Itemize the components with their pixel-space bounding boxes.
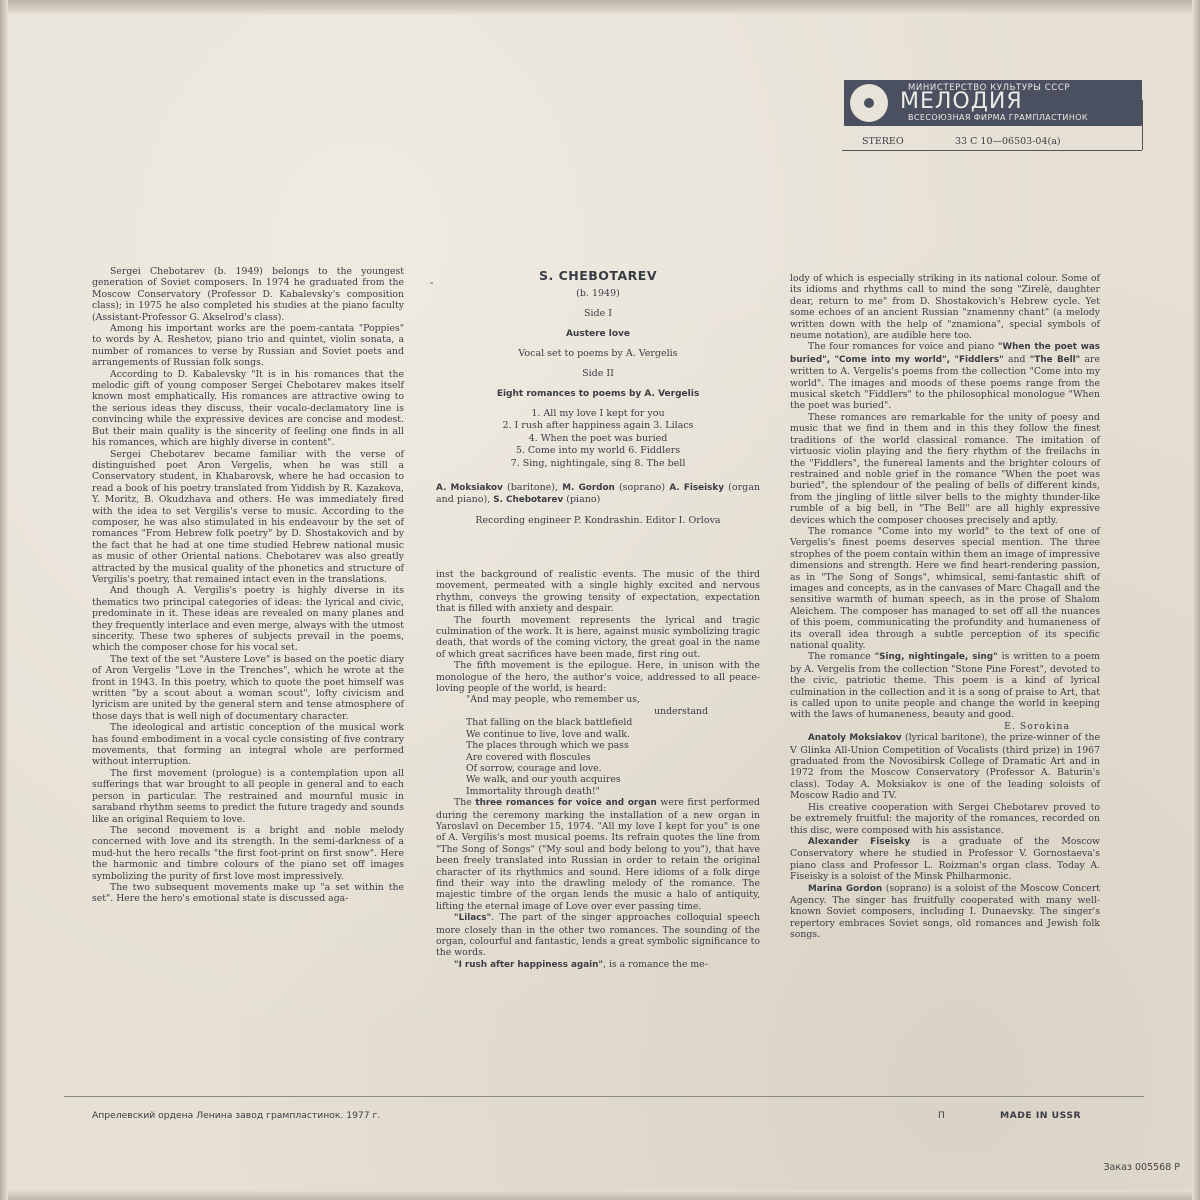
poem-line: Of sorrow, courage and love. — [466, 762, 602, 774]
order-number: Заказ 005568 Р — [1103, 1162, 1180, 1173]
side-two-label: Side II — [582, 368, 614, 379]
paragraph — [790, 883, 1100, 941]
column-right — [790, 273, 1100, 941]
record-disc-icon — [850, 84, 888, 122]
performer-role: (baritone), — [502, 482, 563, 494]
work-two-title: Eight romances to poems by A. Vergelis — [496, 389, 700, 399]
paragraph — [436, 797, 760, 912]
sleeve-edge-bottom — [0, 1190, 1200, 1200]
made-in-label: MADE IN USSR — [1000, 1110, 1082, 1121]
album-contents — [436, 270, 760, 535]
bold-run: "Lilacs" — [454, 913, 492, 924]
bold-run: "The Bell" — [1029, 354, 1081, 365]
work-one-title: Austere love — [565, 329, 631, 339]
recording-credits: Recording engineer P. Kondrashin. Editor I. Orlova — [475, 514, 721, 526]
text-run: , is a romance the me- — [603, 958, 708, 970]
paragraph — [436, 912, 760, 959]
performer-name: S. Chebotarev — [493, 495, 564, 506]
work-one-subtitle: Vocal set to poems by A. Vergelis — [518, 348, 678, 359]
performer-role: (organ and piano), — [436, 482, 760, 506]
bold-run: Anatoly Moksiakov — [808, 733, 902, 744]
text-run: (soprano) is a soloist of the Moscow Concert Agency. The singer has fruitfully cooperated with many well-known Soviet composers, including I. Dunaevsky. The singer's repertory embraces Soviet songs, old romances and Jewish folk songs. — [790, 882, 1100, 941]
paragraph — [790, 836, 1100, 883]
track-line: 1. All my love I kept for you — [531, 408, 665, 419]
text-run: . The part of the singer approaches colloquial speech more closely than in the other two romances. The sounding of the organ, colourful and fantastic, lends a great symbolic significance to the words. — [436, 912, 760, 959]
performer-role: (soprano) — [614, 482, 666, 494]
paragraph: These romances are remarkable for the unity of poesy and music that we find in them and in this they follow the finest traditions of the world classical romance. The imitation of virtuosic violin playing and the fiery rhythm of the freilachs in the "Fiddlers", the funereal laments and the brighter colours of restrained and noble grief in the romance "When the poet was buried", the splendour of the pealing of bells of different kinds, from the jingling of little silver bells to the mighty thunder-like rumble of a big bell, in "The Bell" are all highly expressive devices which the composer chooses precisely and aptly. — [790, 411, 1100, 526]
track-line: 5. Come into my world 6. Fiddlers — [515, 445, 681, 457]
stereo-label: STEREO — [862, 136, 904, 147]
paragraph: The two subsequent movements make up "a set within the set". Here the hero's emotional state is discussed aga- — [92, 881, 404, 905]
bold-run: Marina Gordon — [808, 883, 883, 894]
paragraph: According to D. Kabalevsky "It is in his romances that the melodic gift of young composer Sergei Chebotarev makes itself known most emphatically. His romances are attractive owing to the serious ideas they discuss, their vocalo-declamatory line is convincing while the expressive devices are concise and modest. But their main quality is the sincerity of feeling one finds in all his romances, which are highly diverse in content". — [92, 368, 404, 449]
paragraph — [436, 959, 760, 971]
paragraph: The fifth movement is the epilogue. Here, in unison with the monologue of the hero, the author's voice, addressed to all peace-loving people of the world, is heard: — [436, 660, 760, 695]
column-left — [92, 266, 404, 905]
poem-line: "And may people, who remember us, — [466, 694, 640, 706]
sleeve-edge-top — [0, 0, 1200, 14]
text-run: The romance — [808, 651, 875, 663]
text-run: (lyrical baritone), the prize-winner of the V Glinka All-Union Competition of Vocalists (third prize) in 1967 graduated from the Novosibirsk College of Dramatic Art and in 1972 from the Moscow Conservatory (Professor A. Baturin's class). Today A. Moksiakov is one of the leading soloists of Moscow Radio and TV. — [790, 732, 1100, 802]
poem-line: We walk, and our youth acquires — [466, 774, 621, 786]
p-mark: П — [938, 1110, 945, 1121]
text-run: and — [1003, 353, 1030, 365]
paragraph: The fourth movement represents the lyrical and tragic culmination of the work. It is here, against music symbolizing tragic death, that words of the coming victory, the great goal in the name of which great sacrifices have been made, first ring out. — [436, 614, 760, 660]
bold-run: Alexander Fiseisky — [808, 836, 911, 847]
paragraph — [790, 732, 1100, 801]
bold-run: "When the poet was buried", "Come into my world", "Fiddlers" — [790, 342, 1100, 365]
paragraph — [790, 341, 1100, 411]
poem-line: Are covered with floscules — [466, 751, 591, 763]
paragraph: Among his important works are the poem-cantata "Poppies" to words by A. Reshetov, piano trio and quintet, violin sonata, a number of romances to verse by Russian and Soviet poets and arrangements of Russian folk songs. — [92, 323, 404, 369]
paragraph: lody of which is especially striking in its national colour. Some of its idioms and rhythms call to mind the song "Zirelè, daughter dear, return to me" from D. Shostakovich's Hebrew cycle. Yet some echoes of an ancient Russian "znamenny chant" (a melody written down with the help of "znamiona", special symbols of neume notation), are audible here too. — [790, 273, 1100, 342]
paragraph: Sergei Chebotarev became familiar with the verse of distinguished poet Aron Vergelis, when he was still a Conservatory student, in Khabarovsk, where he had occasion to read a book of his poetry translated from Yiddish by R. Kazakova, Y. Moritz, B. Okudzhava and others. He was immediately fired with the idea to set Vergilis's verse to music. According to the composer, he was also stimulated in his endeavour by the set of romances "From Hebrew folk poetry" by D. Shostakovich and by the fact that he had at one time studied Hebrew national music as music of other Oriental nations. Chebotarev was also greatly attracted by the musical quality of the phonetics and structure of Vergilis's poetry, that remained intact even in the translations. — [92, 448, 404, 585]
catalog-number: 33 С 10—06503-04(а) — [955, 136, 1061, 147]
paragraph: The text of the set "Austere Love" is based on the poetic diary of Aron Vergelis "Love in the Trenches", which he wrote at the front in 1943. In this poetry, which to quote the poet himself was written "by a scout about a woman scout", lofty civicism and lyricism are united by the general stern and tense atmosphere of those days that is well nigh of documentary character. — [92, 653, 404, 722]
composer-years: (b. 1949) — [576, 288, 620, 299]
sleeve-edge-left — [0, 0, 8, 1200]
column-middle — [436, 569, 760, 971]
poem-line: The places through which we pass — [466, 740, 629, 752]
catalog-sideline — [1142, 100, 1143, 150]
sleeve-edge-right — [1192, 0, 1200, 1200]
poem-line: Immortality through death!" — [466, 785, 600, 797]
bold-run: "I rush after happiness again" — [454, 959, 604, 970]
logo-ministry-text: МИНИСТЕРСТВО КУЛЬТУРЫ СССР — [908, 83, 1071, 93]
paragraph: The second movement is a bright and noble melody concerned with love and its strength. In the semi-darkness of a mud-hut the hero recalls "the first foot-print on first snow". Here the harmonic and timbre colours of the piano set off images symbolizing the purity of first love most impressively. — [92, 824, 404, 882]
factory-imprint: Апрелевский ордена Ленина завод грампластинок. 1977 г. — [92, 1110, 381, 1121]
paragraph: His creative cooperation with Sergei Chebotarev proved to be extremely fruitful: the majority of the romances, recorded on this disc, were composed with his assistance. — [790, 801, 1100, 836]
performer-name: A. Fiseisky — [669, 483, 724, 494]
track-line: 4. When the poet was buried — [528, 432, 668, 444]
poem-line: understand — [654, 705, 708, 717]
melodiya-logo — [844, 80, 1142, 126]
track-line: 7. Sing, nightingale, sing 8. The bell — [510, 457, 686, 469]
paragraph: inst the background of realistic events. The music of the third movement, permeated with a single highly excited and nervous rhythm, conveys the growing tensity of expectation, expectation that is filled with anxiety and despair. — [436, 569, 760, 615]
logo-firm-text: ВСЕСОЮЗНАЯ ФИРМА ГРАМПЛАСТИНОК — [908, 113, 1089, 122]
side-one-label: Side I — [583, 308, 613, 319]
text-run: The — [454, 797, 476, 809]
heading-dash: - — [430, 278, 434, 289]
text-run: are written to A. Vergelis's poems from the collection "Come into my world". The images and moods of these poems range from the musical sketch "Fiddlers" to the philosophical monologue "When the poet was buried". — [790, 353, 1100, 412]
paragraph: And though A. Vergilis's poetry is highly diverse in its thematics two principal categories of ideas: the lyrical and civic, predominate in it. These ideas are revealed on many planes and they frequently interlace and even merge, always with the utmost sincerity. These two spheres of subjects prevail in the poems, which the composer chose for his vocal set. — [92, 585, 404, 654]
bold-run: "Sing, nightingale, sing" — [874, 652, 998, 663]
catalog-underline — [842, 150, 1142, 151]
paragraph: The romance "Come into my world" to the text of one of Vergelis's finest poems deserves special mention. The three strophes of the poem contain within them an image of impressive dimensions and strength. Here we find heart-rendering passion, as in "The Song of Songs", whimsical, semi-fantastic shift of images and concepts, as in the canvases of Marc Chagall and the sensitive warmth of human speech, as in the prose of Shalom Aleichem. The composer has managed to set off all the nuances of this poem, communicating the profundity and humaneness of its overall idea through a subtle perception of its specific national quality. — [790, 525, 1100, 651]
poem-line: That falling on the black battlefield — [466, 717, 633, 729]
text-run: The four romances for voice and piano — [808, 341, 998, 353]
performer-name: A. Moksiakov — [436, 483, 503, 494]
composer-name: S. CHEBOTAREV — [539, 268, 657, 283]
text-run: is written to a poem by A. Vergelis from the collection "Stone Pine Forest", devoted to the civic, patriotic theme. This poem is a kind of lyrical culmination in the collection and it is a song of praise to Art, that is called upon to unite people and change the world in keeping with the laws of humaneness, beauty and good. — [790, 651, 1100, 721]
paragraph: The first movement (prologue) is a contemplation upon all sufferings that war brought to all people in general and to each person in particular. The restrained and mournful music in saraband rhythm seems to predict the future tragedy and sounds like an original Requiem to love. — [92, 767, 404, 825]
performers — [436, 482, 760, 507]
article-signature: E. Sorokina — [1004, 720, 1070, 732]
bold-run: three romances for voice and organ — [475, 798, 657, 809]
poem-line: We continue to live, love and walk. — [466, 728, 630, 740]
poem-quote — [466, 694, 760, 797]
paragraph: The ideological and artistic conception of the musical work has found embodiment in a vocal cycle consisting of five contrary movements, that forming an integral whole are performed without interruption. — [92, 722, 404, 768]
text-run: were first performed during the ceremony marking the installation of a new organ in Yaroslavl on December 15, 1974. "All my love I kept for you" is one of A. Vergilis's most musical poems. Its refrain quotes the line from "The Song of Songs" ("My soul and body belong to you"), that have been freely translated into Russian in order to retain the original character of its rhythmics and sound. Here idioms of a folk dirge find their way into the drawling melody of the romance. The majestic timbre of the organ lends the music a halo of antiquity, lifting the eternal image of Love over ever passing time. — [436, 797, 760, 912]
footer-rule — [64, 1096, 1144, 1097]
track-line: 2. I rush after happiness again 3. Lilacs — [502, 420, 694, 432]
performer-name: M. Gordon — [562, 483, 615, 494]
text-run: is a graduate of the Moscow Conservatory where he studied in Professor V. Gornostaeva's piano class and Professor L. Roizman's organ class. Today A. Fiseisky is a soloist of the Minsk Philharmonic. — [790, 835, 1100, 883]
paragraph — [790, 651, 1100, 720]
paragraph: Sergei Chebotarev (b. 1949) belongs to the youngest generation of Soviet composers. In 1974 he graduated from the Moscow Conservatory (Professor D. Kabalevsky's composition class); in 1975 he also completed his studies at the piano faculty (Assistant-Professor G. Akselrod's class). — [92, 266, 404, 323]
logo-brand-text: МЕЛОДИЯ — [900, 89, 1023, 114]
performer-role: (piano) — [563, 494, 601, 506]
